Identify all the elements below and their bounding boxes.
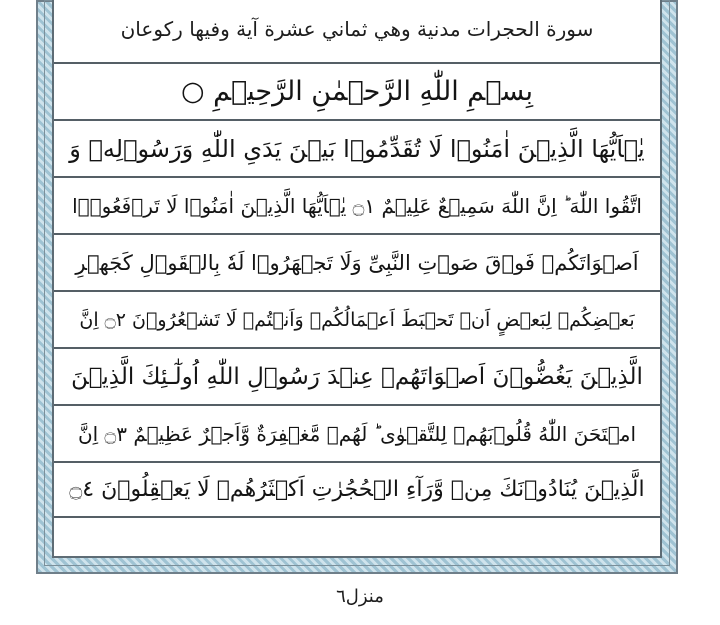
basmala-line: بِسۡمِ اللّٰهِ الرَّحۡمٰنِ الرَّحِيۡمِ ○ xyxy=(54,62,660,119)
verse-line: يٰۤاَيُّهَا الَّذِيۡنَ اٰمَنُوۡا لَا تُقَدِّمُوۡا بَيۡنَ يَدَىِ اللّٰهِ وَرَسُوۡلِهٖ وَ xyxy=(54,119,660,176)
surah-header: سورة الحجرات مدنية وهي ثماني عشرة آية وفيها ركوعان xyxy=(120,17,594,41)
text-area xyxy=(52,0,662,558)
verse-line: بَعۡضِكُمۡ لِبَعۡضٍ اَنۡ تَحۡبَطَ اَعۡمَالُكُمۡ وَاَنۡتُمۡ لَا تَشۡعُرُوۡنَ ۝٢ اِنَّ xyxy=(54,290,660,347)
verse-line: اَصۡوَاتَكُمۡ فَوۡقَ صَوۡتِ النَّبِىِّ وَلَا تَجۡهَرُوۡا لَهٗ بِالۡقَوۡلِ كَجَهۡرِ xyxy=(54,233,660,290)
manzil-footer: منزل٦ xyxy=(336,586,384,607)
verse-line: امۡتَحَنَ اللّٰهُ قُلُوۡبَهُمۡ لِلتَّقۡوٰى ؕ لَهُمۡ مَّغۡفِرَةٌ وَّاَجۡرٌ عَظِيۡمٌ ۝٣ اِنَّ xyxy=(54,404,660,461)
verse-line: الَّذِيۡنَ يَغُضُّوۡنَ اَصۡوَاتَهُمۡ عِنۡدَ رَسُوۡلِ اللّٰهِ اُولٰٓـئِكَ الَّذِيۡنَ xyxy=(54,347,660,404)
verse-line: الَّذِيۡنَ يُنَادُوۡنَكَ مِنۡ وَّرَآءِ الۡحُجُرٰتِ اَكۡثَرُهُمۡ لَا يَعۡقِلُوۡنَ ۝٤ xyxy=(54,461,660,518)
verse-lines xyxy=(54,62,660,518)
verse-line: اتَّقُوا اللّٰهَ ؕ اِنَّ اللّٰهَ سَمِيۡعٌ عَلِيۡمٌ ۝١ يٰۤاَيُّهَا الَّذِيۡنَ اٰمَنُوۡا لَا تَرۡفَعُوۡۤا xyxy=(54,176,660,233)
